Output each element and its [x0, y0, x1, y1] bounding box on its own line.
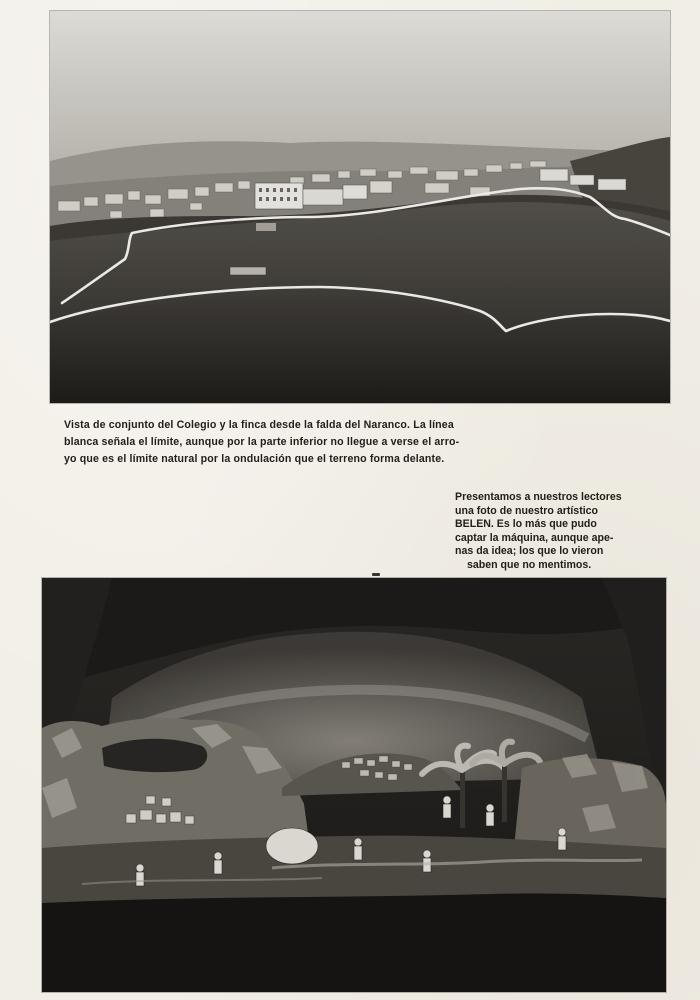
caption-line-1: Vista de conjunto del Colegio y la finca desde la falda del Naranco. La línea — [64, 419, 454, 431]
note-line-5: nas da idea; los que lo vieron — [455, 545, 604, 558]
college-photo-caption — [64, 417, 624, 467]
note-line-4: captar la máquina, aunque ape- — [455, 531, 614, 544]
college-panorama-image — [50, 11, 670, 403]
belen-nativity-photo — [42, 578, 666, 992]
note-line-1: Presentamos a nuestros lectores — [455, 491, 622, 503]
note-line-3: BELEN. Es lo más que pudo — [455, 518, 597, 531]
belen-note — [455, 491, 640, 573]
print-mark — [372, 573, 380, 576]
caption-line-3: yo que es el límite natural por la ondulación que el terreno forma delante. — [64, 452, 445, 465]
note-line-6: saben que no mentimos. — [467, 558, 592, 571]
college-panorama-photo — [50, 11, 670, 403]
note-line-2: una foto de nuestro artístico — [455, 504, 599, 517]
caption-line-2: blanca señala el límite, aunque por la parte inferior no llegue a verse el arro- — [64, 435, 460, 448]
belen-nativity-image — [42, 578, 666, 992]
